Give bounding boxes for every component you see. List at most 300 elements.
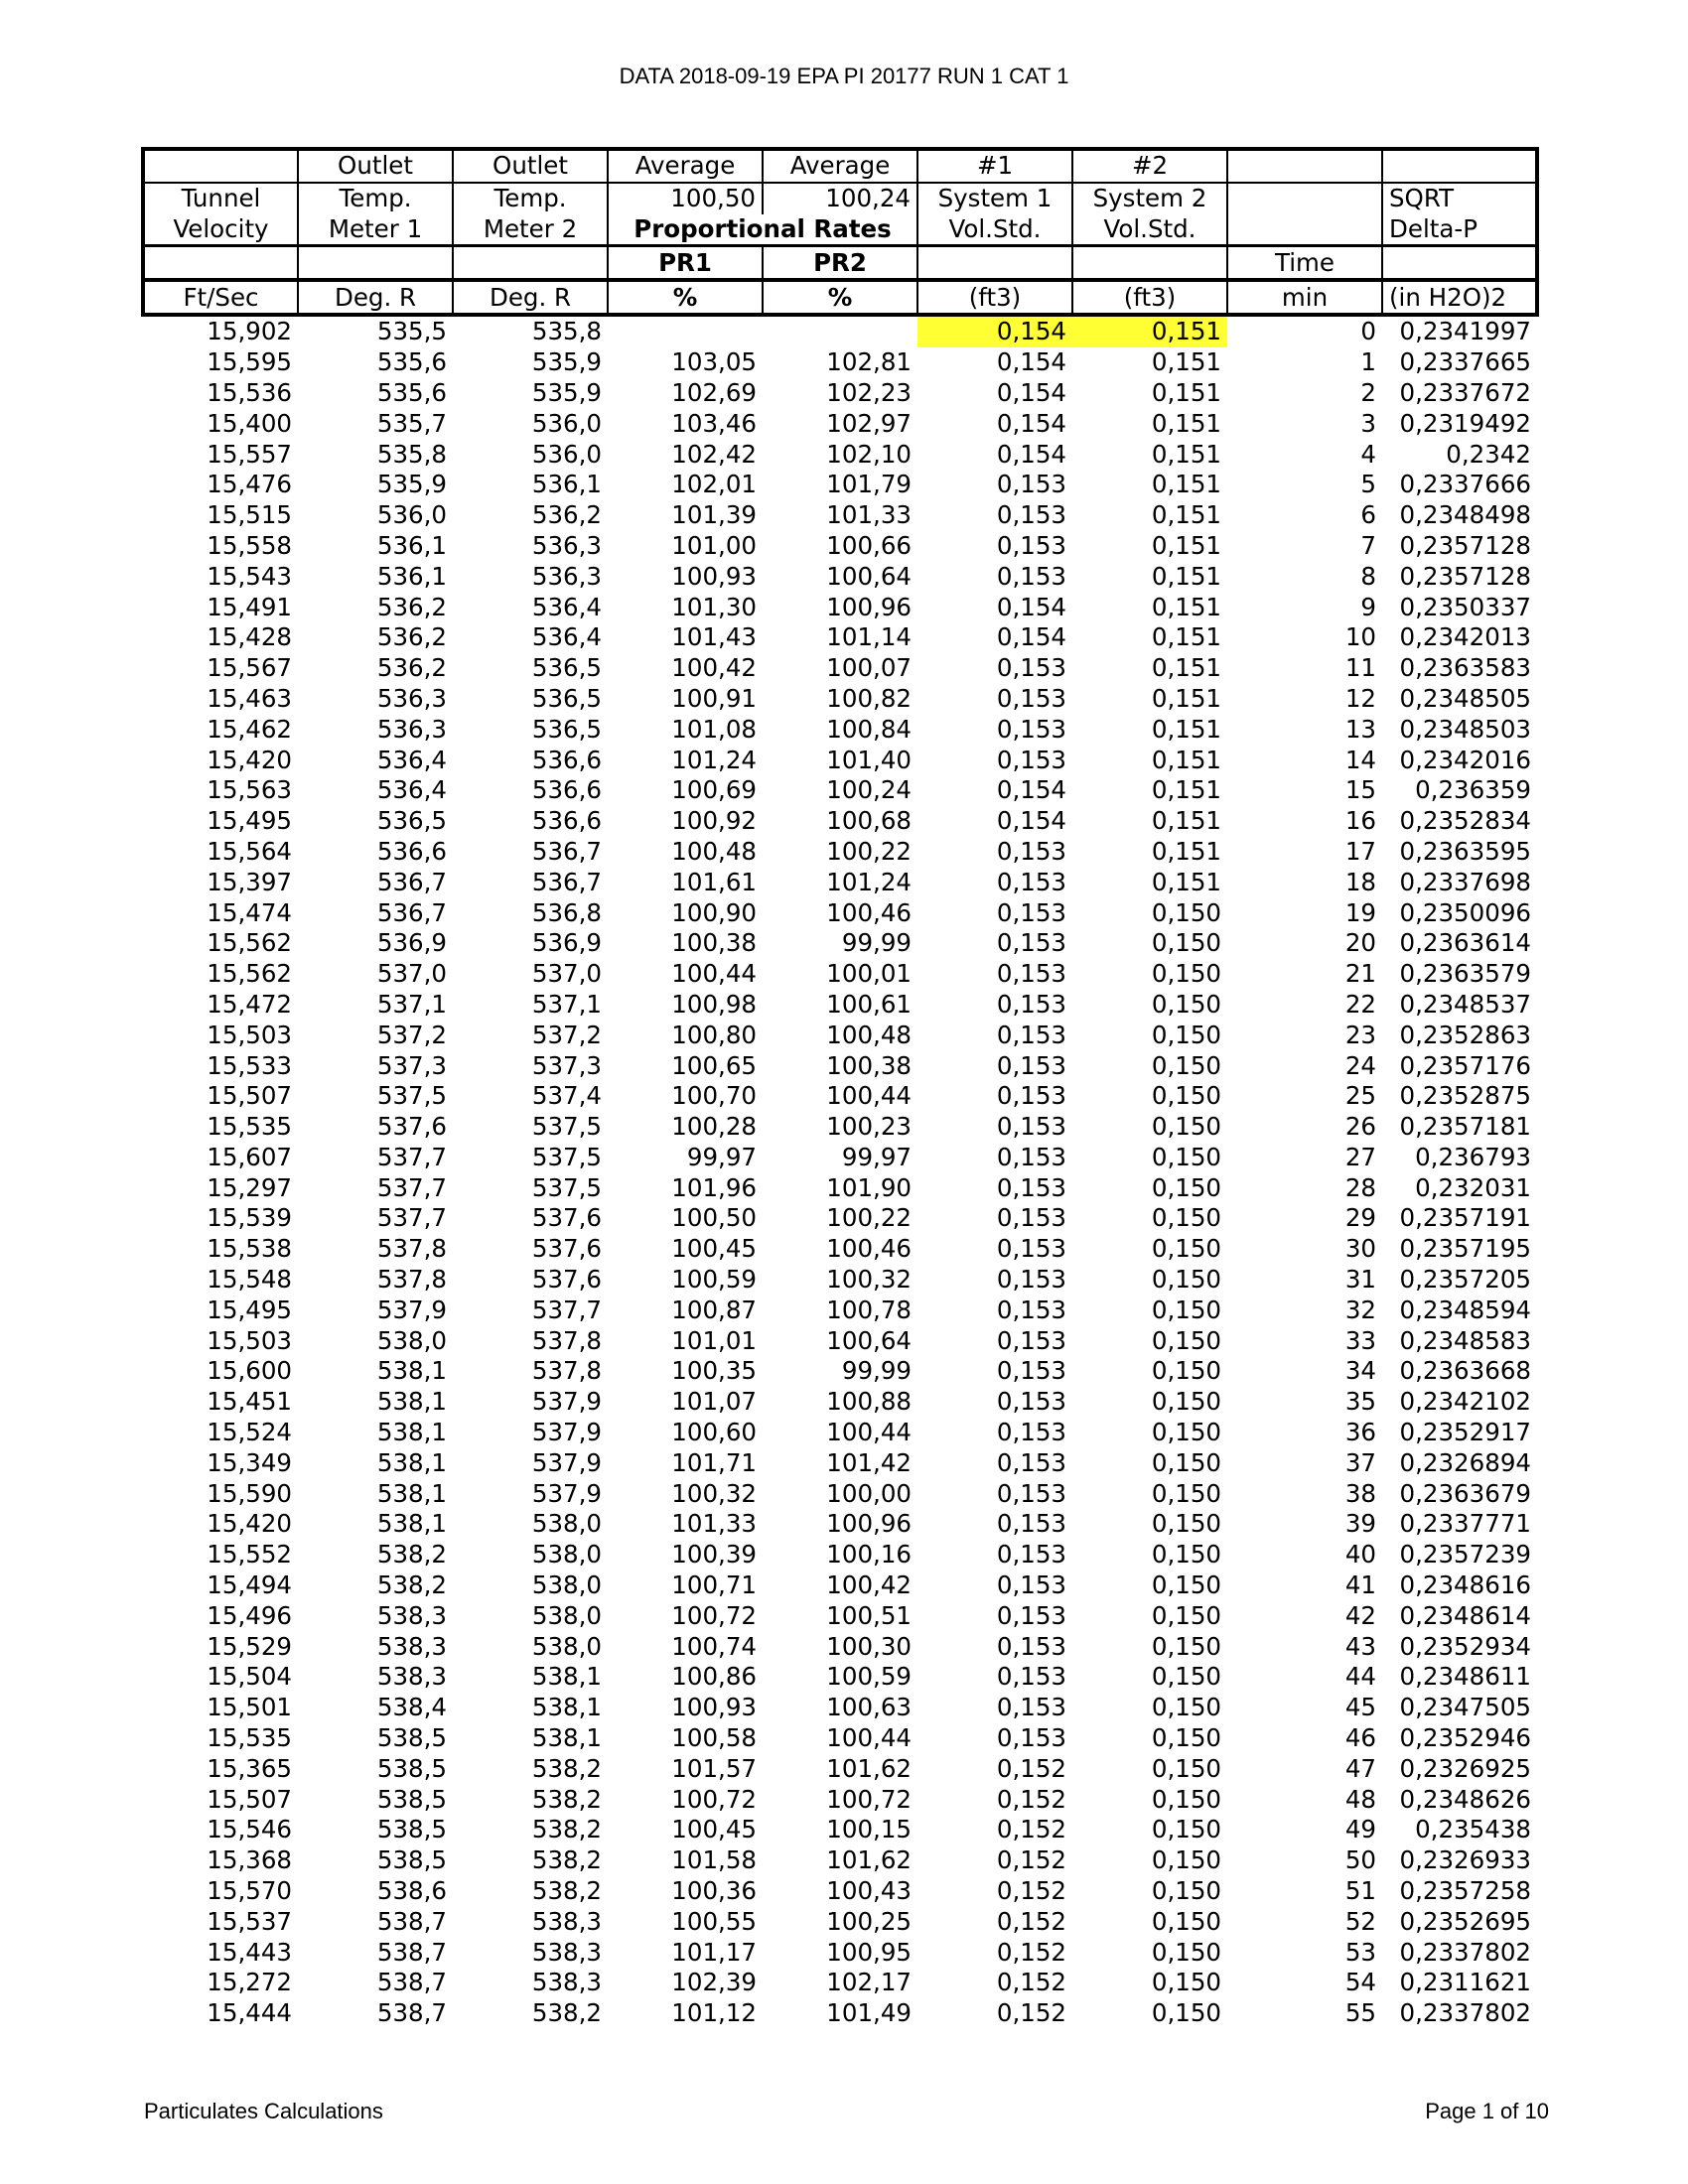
table-cell: 15,397 <box>207 867 292 896</box>
table-cell: 100,42 <box>826 1570 912 1600</box>
table-cell: 537,6 <box>531 1265 602 1295</box>
table-cell: 99,99 <box>841 1356 912 1386</box>
table-cell: 0,152 <box>996 1968 1066 1997</box>
table-cell: 538,1 <box>376 1447 447 1477</box>
table-cell: 0,150 <box>1151 1509 1221 1539</box>
table-cell: 0,2348505 <box>1399 683 1531 713</box>
table-cell: 21 <box>1344 959 1376 989</box>
table-cell: 0,2311621 <box>1399 1968 1531 1997</box>
header-cell: Deg. R <box>298 280 453 315</box>
header-cell: % <box>763 280 917 315</box>
table-cell: 101,00 <box>671 530 757 560</box>
table-cell: 15,552 <box>207 1540 292 1570</box>
table-cell: 15,420 <box>207 745 292 774</box>
table-cell: 15,494 <box>207 1570 292 1600</box>
table-cell: 0,153 <box>996 1387 1066 1417</box>
table-cell: 41 <box>1344 1570 1376 1600</box>
table-cell: 536,7 <box>531 867 602 896</box>
table-row <box>143 1234 1537 1265</box>
table-cell: 0,153 <box>996 1356 1066 1386</box>
table-cell: 538,2 <box>531 1845 602 1875</box>
table-cell: 535,6 <box>376 347 447 377</box>
table-cell: 536,1 <box>376 530 447 560</box>
table-cell: 536,7 <box>376 867 447 896</box>
table-cell: 537,7 <box>376 1203 447 1233</box>
table-cell: 0,151 <box>1151 530 1221 560</box>
header-cell: PR1 <box>608 246 763 280</box>
table-cell: 15,451 <box>207 1387 292 1417</box>
table-row <box>143 347 1537 378</box>
header-cell: Temp. <box>453 183 608 214</box>
proportional-rates-label: Proportional Rates <box>608 214 917 246</box>
table-cell: 537,9 <box>531 1447 602 1477</box>
table-row <box>143 561 1537 592</box>
table-cell: 100,91 <box>671 683 757 713</box>
table-row <box>143 1998 1537 2029</box>
table-cell: 0,152 <box>996 1753 1066 1783</box>
table-cell: 15,590 <box>207 1478 292 1508</box>
table-cell: 20 <box>1344 928 1376 958</box>
table-cell: 0,150 <box>1151 897 1221 927</box>
table-cell: 0,150 <box>1151 1234 1221 1264</box>
header-cell: Outlet <box>453 149 608 183</box>
table-cell: 0,232031 <box>1415 1172 1531 1202</box>
table-cell: 0,2326894 <box>1399 1447 1531 1477</box>
table-cell: 4 <box>1360 439 1376 469</box>
table-cell: 44 <box>1344 1662 1376 1692</box>
table-cell: 0,153 <box>996 989 1066 1019</box>
table-cell: 14 <box>1344 745 1376 774</box>
table-cell: 46 <box>1344 1723 1376 1753</box>
table-cell: 0,150 <box>1151 1540 1221 1570</box>
table-cell: 40 <box>1344 1540 1376 1570</box>
table-cell: 536,2 <box>531 500 602 530</box>
table-cell: 0,153 <box>996 1447 1066 1477</box>
header-cell: Velocity <box>143 214 298 246</box>
table-cell: 100,24 <box>826 775 912 805</box>
header-cell <box>1227 214 1382 246</box>
table-cell: 0,153 <box>996 1509 1066 1539</box>
table-cell: 100,01 <box>826 959 912 989</box>
table-cell: 0,150 <box>1151 1418 1221 1447</box>
header-cell <box>453 246 608 280</box>
table-row <box>143 1968 1537 1998</box>
table-cell: 536,6 <box>531 806 602 836</box>
table-cell: 100,07 <box>826 653 912 683</box>
table-cell: 34 <box>1344 1356 1376 1386</box>
table-cell: 15,529 <box>207 1631 292 1661</box>
table-row <box>143 531 1537 562</box>
table-cell: 0,150 <box>1151 1387 1221 1417</box>
table-cell: 3 <box>1360 408 1376 438</box>
table-row <box>143 500 1537 531</box>
table-cell: 13 <box>1344 714 1376 744</box>
table-cell: 39 <box>1344 1509 1376 1539</box>
table-cell: 15,533 <box>207 1050 292 1080</box>
table-cell: 535,7 <box>376 408 447 438</box>
table-cell: 103,46 <box>671 408 757 438</box>
table-cell: 15,564 <box>207 836 292 866</box>
table-cell: 102,17 <box>826 1968 912 1997</box>
table-cell: 15,562 <box>207 928 292 958</box>
table-cell: 15,443 <box>207 1937 292 1967</box>
table-cell: 0,2357191 <box>1399 1203 1531 1233</box>
table-cell: 100,71 <box>671 1570 757 1600</box>
table-cell: 537,0 <box>376 959 447 989</box>
table-cell: 100,48 <box>671 836 757 866</box>
table-cell: 101,24 <box>826 867 912 896</box>
table-cell: 0,150 <box>1151 1570 1221 1600</box>
table-cell: 0,2348616 <box>1399 1570 1531 1600</box>
table-cell: 536,6 <box>531 775 602 805</box>
table-cell: 538,5 <box>376 1753 447 1783</box>
table-cell: 538,0 <box>531 1631 602 1661</box>
table-cell: 101,42 <box>826 1447 912 1477</box>
table-cell: 17 <box>1344 836 1376 866</box>
table-cell: 0,153 <box>996 653 1066 683</box>
table-cell: 0,153 <box>996 714 1066 744</box>
table-body <box>143 315 1537 2029</box>
table-cell: 0,153 <box>996 959 1066 989</box>
table-cell: 49 <box>1344 1815 1376 1844</box>
table-cell: 100,45 <box>671 1234 757 1264</box>
table-cell: 536,3 <box>376 714 447 744</box>
table-cell: 15,272 <box>207 1968 292 1997</box>
table-cell: 100,74 <box>671 1631 757 1661</box>
table-cell: 101,07 <box>671 1387 757 1417</box>
table-cell: 0,151 <box>1151 377 1221 407</box>
table-cell: 0,2357128 <box>1399 561 1531 591</box>
table-cell: 538,2 <box>531 1998 602 2028</box>
table-cell: 0,151 <box>1151 806 1221 836</box>
header-row <box>143 246 1537 280</box>
table-cell: 100,90 <box>671 897 757 927</box>
table-row <box>143 1325 1537 1356</box>
table-cell: 51 <box>1344 1876 1376 1906</box>
table-row <box>143 1143 1537 1173</box>
table-cell: 0,153 <box>996 1631 1066 1661</box>
table-cell: 0,150 <box>1151 1693 1221 1722</box>
header-cell: % <box>608 280 763 315</box>
table-cell: 0,2348583 <box>1399 1325 1531 1355</box>
table-cell: 15,537 <box>207 1906 292 1936</box>
header-cell <box>1382 149 1537 183</box>
table-cell: 0,153 <box>996 1295 1066 1324</box>
table-cell: 1 <box>1360 347 1376 377</box>
table-cell: 102,10 <box>826 439 912 469</box>
table-cell: 15,548 <box>207 1265 292 1295</box>
table-row <box>143 1081 1537 1112</box>
table-cell: 15,902 <box>207 317 292 346</box>
table-cell: 0,153 <box>996 1662 1066 1692</box>
table-cell: 538,7 <box>376 1998 447 2028</box>
table-cell: 538,2 <box>376 1570 447 1600</box>
average-pr2-value: 100,24 <box>763 183 917 214</box>
table-cell: 100,38 <box>671 928 757 958</box>
table-cell: 0,150 <box>1151 1784 1221 1814</box>
table-cell: 15,472 <box>207 989 292 1019</box>
table-cell: 100,43 <box>826 1876 912 1906</box>
table-cell: 0,150 <box>1151 989 1221 1019</box>
table-row <box>143 1784 1537 1815</box>
table-cell: 31 <box>1344 1265 1376 1295</box>
table-cell: 535,8 <box>531 317 602 346</box>
table-cell: 538,1 <box>531 1662 602 1692</box>
table-row <box>143 1265 1537 1296</box>
table-cell: 0,150 <box>1151 1142 1221 1171</box>
table-cell: 0,150 <box>1151 1723 1221 1753</box>
table-cell: 536,0 <box>376 500 447 530</box>
table-cell: 101,30 <box>671 592 757 621</box>
table-cell: 537,5 <box>376 1081 447 1111</box>
table-cell: 0,2357195 <box>1399 1234 1531 1264</box>
table-cell: 0,154 <box>996 806 1066 836</box>
table-cell: 0,153 <box>996 683 1066 713</box>
table-cell: 538,0 <box>531 1600 602 1630</box>
table-cell: 15,495 <box>207 806 292 836</box>
table-cell: 537,9 <box>531 1387 602 1417</box>
table-cell: 24 <box>1344 1050 1376 1080</box>
header-cell: Tunnel <box>143 183 298 214</box>
table-row <box>143 1356 1537 1387</box>
table-cell: 43 <box>1344 1631 1376 1661</box>
header-cell: System 1 <box>917 183 1072 214</box>
table-cell: 100,59 <box>671 1265 757 1295</box>
table-row <box>143 684 1537 715</box>
table-cell: 101,71 <box>671 1447 757 1477</box>
table-cell: 100,82 <box>826 683 912 713</box>
table-cell: 100,28 <box>671 1112 757 1142</box>
header-cell: Average <box>763 149 917 183</box>
table-cell: 0,151 <box>1151 683 1221 713</box>
header-cell <box>1382 246 1537 280</box>
table-cell: 11 <box>1344 653 1376 683</box>
table-cell: 0,150 <box>1151 1998 1221 2028</box>
header-cell: SQRT <box>1382 183 1537 214</box>
table-cell <box>608 315 763 347</box>
table-cell: 101,12 <box>671 1998 757 2028</box>
table-cell: 0,2357128 <box>1399 530 1531 560</box>
table-cell: 100,65 <box>671 1050 757 1080</box>
table-cell: 0,150 <box>1151 1968 1221 1997</box>
table-cell: 101,62 <box>826 1753 912 1783</box>
table-cell: 28 <box>1344 1172 1376 1202</box>
header-cell: Vol.Std. <box>917 214 1072 246</box>
table-cell: 0,153 <box>996 1172 1066 1202</box>
table-cell: 0,2363579 <box>1399 959 1531 989</box>
table-cell: 100,69 <box>671 775 757 805</box>
table-row <box>143 1295 1537 1325</box>
table-cell: 0,153 <box>996 1050 1066 1080</box>
table-cell: 0,2337802 <box>1399 1937 1531 1967</box>
table-cell: 538,7 <box>376 1968 447 1997</box>
table-cell: 538,3 <box>531 1937 602 1967</box>
table-row <box>143 1753 1537 1784</box>
table-cell <box>763 315 917 347</box>
table-header <box>143 149 1537 315</box>
table-cell: 50 <box>1344 1845 1376 1875</box>
table-cell: 538,0 <box>531 1570 602 1600</box>
table-cell: 100,78 <box>826 1295 912 1324</box>
table-cell: 536,7 <box>531 836 602 866</box>
table-cell: 536,7 <box>376 897 447 927</box>
table-cell: 100,87 <box>671 1295 757 1324</box>
table-cell: 0,150 <box>1151 1356 1221 1386</box>
table-cell: 15,507 <box>207 1784 292 1814</box>
table-cell: 15,567 <box>207 653 292 683</box>
table-cell: 0,2352863 <box>1399 1020 1531 1049</box>
table-cell: 22 <box>1344 989 1376 1019</box>
table-cell: 0,2342013 <box>1399 622 1531 652</box>
table-cell: 538,2 <box>531 1753 602 1783</box>
table-cell: 538,5 <box>376 1723 447 1753</box>
table-cell: 0,154 <box>996 592 1066 621</box>
table-row <box>143 1540 1537 1570</box>
table-cell: 0,153 <box>996 1600 1066 1630</box>
table-cell: 0,150 <box>1151 1081 1221 1111</box>
table-row <box>143 928 1537 959</box>
table-cell: 538,1 <box>531 1693 602 1722</box>
table-cell: 0,2337698 <box>1399 867 1531 896</box>
data-table <box>141 147 1539 2029</box>
table-cell: 15,476 <box>207 470 292 499</box>
table-cell: 15,524 <box>207 1418 292 1447</box>
table-cell: 0,2348626 <box>1399 1784 1531 1814</box>
table-cell: 536,6 <box>531 745 602 774</box>
table-cell: 538,3 <box>376 1631 447 1661</box>
table-cell: 0,150 <box>1151 1447 1221 1477</box>
table-cell: 537,8 <box>376 1265 447 1295</box>
table-cell: 100,96 <box>826 592 912 621</box>
table-cell: 536,5 <box>376 806 447 836</box>
table-cell: 15,538 <box>207 1234 292 1264</box>
table-cell: 100,00 <box>826 1478 912 1508</box>
table-cell: 100,22 <box>826 836 912 866</box>
table-cell: 23 <box>1344 1020 1376 1049</box>
table-cell: 535,6 <box>376 377 447 407</box>
table-cell: 101,58 <box>671 1845 757 1875</box>
table-cell: 101,33 <box>826 500 912 530</box>
header-row <box>143 149 1537 183</box>
table-cell: 52 <box>1344 1906 1376 1936</box>
table-cell: 536,0 <box>531 408 602 438</box>
header-cell: Vol.Std. <box>1072 214 1227 246</box>
table-cell: 538,0 <box>531 1509 602 1539</box>
table-cell: 0,151 <box>1151 439 1221 469</box>
table-cell: 0,154 <box>996 347 1066 377</box>
table-cell: 0,2342102 <box>1399 1387 1531 1417</box>
table-cell: 100,64 <box>826 561 912 591</box>
table-cell: 0,153 <box>996 1570 1066 1600</box>
table-cell: 0,2348537 <box>1399 989 1531 1019</box>
table-cell: 15,368 <box>207 1845 292 1875</box>
table-cell: 48 <box>1344 1784 1376 1814</box>
table-cell: 537,8 <box>376 1234 447 1264</box>
table-cell: 538,3 <box>376 1600 447 1630</box>
table-cell: 15,600 <box>207 1356 292 1386</box>
table-cell: 101,17 <box>671 1937 757 1967</box>
table-cell: 103,05 <box>671 347 757 377</box>
table-cell: 9 <box>1360 592 1376 621</box>
header-cell: #1 <box>917 149 1072 183</box>
table-row <box>143 439 1537 470</box>
header-cell: Ft/Sec <box>143 280 298 315</box>
table-cell: 0,152 <box>996 1937 1066 1967</box>
table-cell: 537,9 <box>531 1478 602 1508</box>
table-cell: 0,2348611 <box>1399 1662 1531 1692</box>
table-cell: 0,153 <box>996 1693 1066 1722</box>
table-cell: 0,153 <box>996 1723 1066 1753</box>
table-cell: 15,495 <box>207 1295 292 1324</box>
table-cell: 0,154 <box>996 408 1066 438</box>
table-cell: 535,8 <box>376 439 447 469</box>
table-cell: 0,151 <box>1151 408 1221 438</box>
table-cell: 0,151 <box>1072 315 1227 347</box>
table-cell: 538,2 <box>376 1540 447 1570</box>
table-cell: 101,33 <box>671 1509 757 1539</box>
table-cell: 101,79 <box>826 470 912 499</box>
header-cell: Outlet <box>298 149 453 183</box>
table-cell: 15,503 <box>207 1020 292 1049</box>
table-cell: 101,14 <box>826 622 912 652</box>
table-cell: 10 <box>1344 622 1376 652</box>
table-cell: 100,58 <box>671 1723 757 1753</box>
table-cell: 0,150 <box>1151 1172 1221 1202</box>
table-cell: 538,1 <box>376 1387 447 1417</box>
table-cell: 0,154 <box>996 439 1066 469</box>
page-title: DATA 2018-09-19 EPA PI 20177 RUN 1 CAT 1 <box>619 64 1069 88</box>
table-cell: 0,153 <box>996 836 1066 866</box>
table-cell: 100,39 <box>671 1540 757 1570</box>
table-row <box>143 1937 1537 1968</box>
table-cell: 26 <box>1344 1112 1376 1142</box>
table-cell: 0,150 <box>1151 1845 1221 1875</box>
table-cell: 537,5 <box>531 1172 602 1202</box>
table-cell: 0,153 <box>996 470 1066 499</box>
table-cell: 35 <box>1344 1387 1376 1417</box>
table-row <box>143 1172 1537 1203</box>
table-cell: 536,3 <box>531 561 602 591</box>
table-cell: 100,92 <box>671 806 757 836</box>
table-cell: 101,57 <box>671 1753 757 1783</box>
table-cell: 536,2 <box>376 653 447 683</box>
header-cell: Meter 1 <box>298 214 453 246</box>
table-cell: 15,562 <box>207 959 292 989</box>
table-cell: 538,2 <box>531 1784 602 1814</box>
table-cell: 536,2 <box>376 592 447 621</box>
table-row <box>143 1050 1537 1081</box>
table-cell: 0,2357239 <box>1399 1540 1531 1570</box>
table-row <box>143 1020 1537 1050</box>
table-cell: 100,30 <box>826 1631 912 1661</box>
table-cell: 0,150 <box>1151 1112 1221 1142</box>
table-cell: 0,2352695 <box>1399 1906 1531 1936</box>
table-cell: 0,150 <box>1151 928 1221 958</box>
table-cell: 15,474 <box>207 897 292 927</box>
table-cell: 0,2350096 <box>1399 897 1531 927</box>
table-cell: 2 <box>1360 377 1376 407</box>
table-cell: 0 <box>1360 317 1376 346</box>
table-cell: 101,43 <box>671 622 757 652</box>
table-cell: 538,3 <box>376 1662 447 1692</box>
table-cell: 100,42 <box>671 653 757 683</box>
table-cell: 0,153 <box>996 897 1066 927</box>
table-cell: 19 <box>1344 897 1376 927</box>
table-cell: 0,151 <box>1151 622 1221 652</box>
footer-left-text: Particulates Calculations <box>144 2099 383 2123</box>
table-cell: 0,236793 <box>1415 1142 1531 1171</box>
table-cell: 0,153 <box>996 1112 1066 1142</box>
